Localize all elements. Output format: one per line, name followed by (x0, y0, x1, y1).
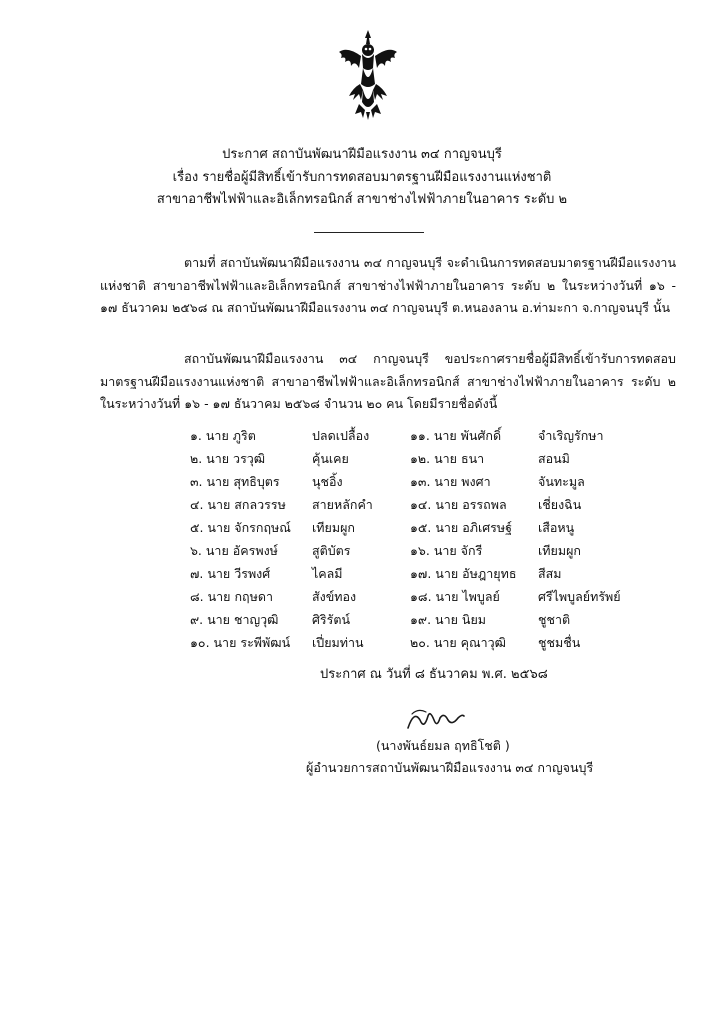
list-item: ๖. นาย อัครพงษ์ สูติบัตร ๑๖. นาย จักรี เทียมผูก (190, 543, 581, 558)
intro-paragraph (100, 252, 676, 320)
title-divider (314, 232, 424, 233)
intro-text: ตามที่ สถาบันพัฒนาฝีมือแรงงาน ๓๔ กาญจนบุรี จะดำเนินการทดสอบมาตรฐานฝีมือแรงงานแห่งชาติ สาขาอาชีพไฟฟ้าและอิเล็กทรอนิกส์ สาขาช่างไฟฟ้าภายในอาคาร ระดับ ๒ ในระหว่างวันที่ ๑๖ - ๑๗ ธันวาคม ๒๕๖๘ ณ สถาบันพัฒนาฝีมือแรงงาน ๓๔ กาญจนบุรี ต.หนองลาน อ.ท่ามะกา จ.กาญจนบุรี นั้น (100, 255, 676, 315)
announcement-branch: สาขาอาชีพไฟฟ้าและอิเล็กทรอนิกส์ สาขาช่างไฟฟ้าภายในอาคาร ระดับ ๒ (156, 192, 568, 207)
list-item: ๓. นาย สุทธิบุตร นุชอิ้ง ๑๓. นาย พงศา จันทะมูล (190, 474, 585, 489)
signer-title: ผู้อำนวยการสถาบันพัฒนาฝีมือแรงงาน ๓๔ กาญจนบุรี (306, 760, 594, 775)
signer-name: (นางพันธ์ยมล ฤทธิโชติ ) (376, 738, 510, 753)
announce-paragraph (100, 348, 676, 416)
list-item: ๔. นาย สกลวรรษ สายหลักคำ ๑๔. นาย อรรถพล เชี่ยงฉิน (190, 497, 582, 512)
signature-icon (404, 706, 468, 736)
list-item: ๑๐. นาย ระพีพัฒน์ เปี่ยมท่าน ๒๐. นาย คุณาวุฒิ ชูชมชื่น (190, 635, 581, 650)
list-item: ๑. นาย ภูริต ปลดเปลื้อง ๑๑. นาย พันศักดิ์ จำเริญรักษา (190, 428, 604, 443)
list-item: ๒. นาย วรวุฒิ คุ้นเคย ๑๒. นาย ธนา สอนมิ (190, 451, 570, 466)
list-item: ๕. นาย จักรกฤษณ์ เทียมผูก ๑๕. นาย อภิเศรษฐ์ เสือหนู (190, 520, 575, 535)
list-item: ๙. นาย ชาญวุฒิ ศิริรัตน์ ๑๙. นาย นิยม ชูชาติ (190, 612, 571, 627)
list-item: ๘. นาย กฤษดา สังข์ทอง ๑๘. นาย ไพบูลย์ ศรีไพบูลย์ทรัพย์ (190, 589, 621, 604)
candidate-list (190, 424, 620, 654)
announce-text: สถาบันพัฒนาฝีมือแรงงาน ๓๔ กาญจนบุรี ขอประกาศรายชื่อผู้มีสิทธิ์เข้ารับการทดสอบมาตรฐานฝีมือแรงงานแห่งชาติ สาขาอาชีพไฟฟ้าและอิเล็กทรอนิกส์ สาขาช่างไฟฟ้าภายในอาคาร ระดับ ๒ ในระหว่างวันที่ ๑๖ - ๑๗ ธันวาคม ๒๕๖๘ จำนวน ๒๐ คน โดยมีรายชื่อดังนี้ (100, 351, 676, 411)
garuda-emblem-icon (333, 28, 403, 120)
announcement-subject: เรื่อง รายชื่อผู้มีสิทธิ์เข้ารับการทดสอบมาตรฐานฝีมือแรงงานแห่งชาติ (172, 170, 552, 185)
list-item: ๗. นาย วีรพงศ์ ไคลมี ๑๗. นาย อัษฎายุทธ สีสม (190, 566, 562, 581)
announcement-title: ประกาศ สถาบันพัฒนาฝีมือแรงงาน ๓๔ กาญจนบุรี (222, 147, 502, 162)
announcement-date: ประกาศ ณ วันที่ ๘ ธันวาคม พ.ศ. ๒๕๖๘ (320, 667, 548, 682)
